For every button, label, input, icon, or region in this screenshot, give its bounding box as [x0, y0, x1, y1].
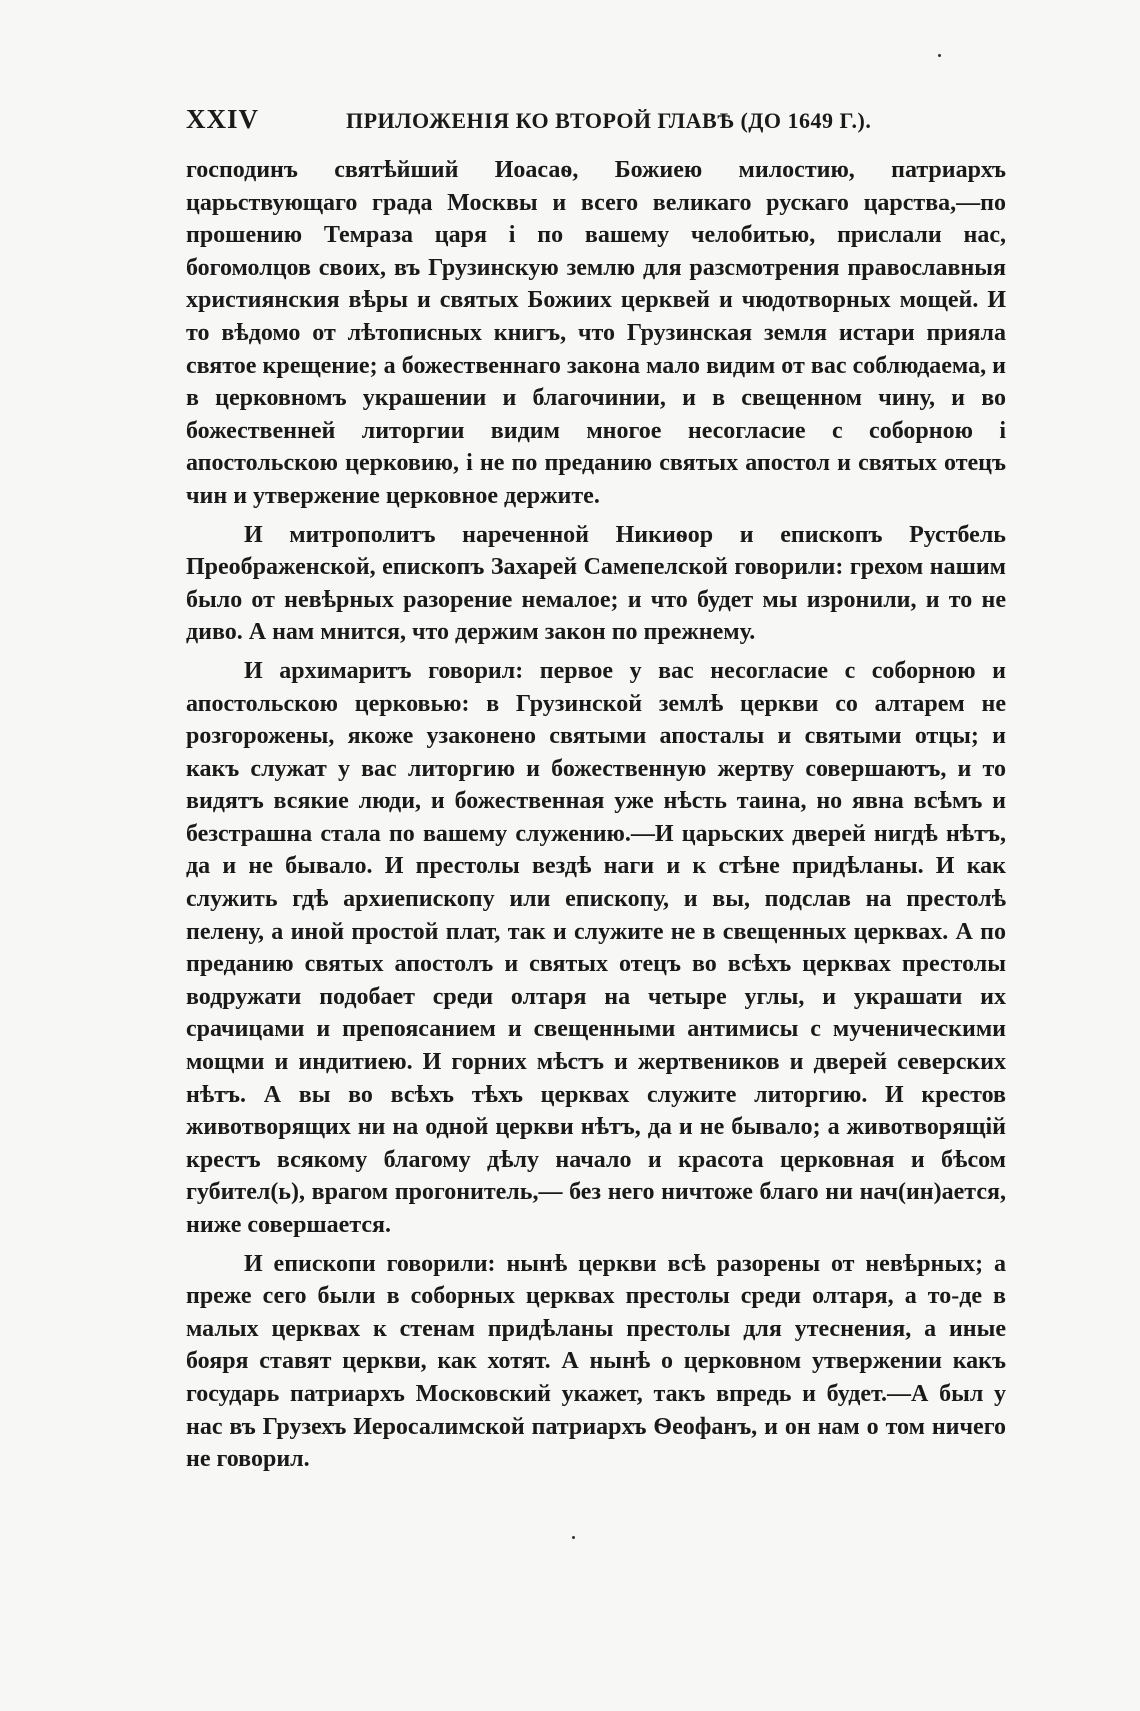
body-text: [186, 154, 1006, 1476]
paragraph-4: И епископи говорили: нынѣ церкви всѣ разорены от невѣрных; а преже сего были в соборных церквах престолы среди олтаря, а то-де в малых церквах к стенам придѣланы престолы для утеснения, а иные бояря ставят церкви, как хотят. А нынѣ о церковном утвержении какъ государь патриархъ Московский укажет, такъ впредь и будет.—А был у нас въ Грузехъ Иеросалимской патриархъ Ѳеофанъ, и он нам о том ничего не говорил.: [186, 1250, 1006, 1473]
running-title: ПРИЛОЖЕНІЯ КО ВТОРОЙ ГЛАВѢ (ДО 1649 Г.).: [346, 108, 872, 133]
paragraph-3: И архимаритъ говорил: первое у вас несогласие с соборною и апостольскою церковью: в Грузинской землѣ церкви со алтарем не розгорожены, якоже узаконено святыми апосталы и святыми отцы; и какъ служат у вас литоргию и божественную жертву совершаютъ, и то видятъ всякие люди, и божественная уже нѣсть таина, но явна всѣмъ и безстрашна стала по вашему служению.—И царьских дверей нигдѣ нѣтъ, да и не бывало. И престолы вездѣ наги и к стѣне придѣланы. И как служить гдѣ архиепископу или епископу, и вы, подслав на престолѣ пелену, а иной простой плат, так и служите не в свещенных церквах. А по преданию святых апостолъ и святых отецъ во всѣхъ церквах престолы водружати подобает среди олтаря на четыре углы, и украшати их срачицами и препоясанием и свещенными антимисы с мученическими мощми и индитиею. И горних мѣстъ и жертвеников и дверей северских нѣтъ. А вы во всѣхъ тѣхъ церквах служите литоргию. И крестов животворящих ни на одной церкви нѣтъ, да и не бывало; а животворящій крестъ всякому благому дѣлу начало и красота церковная и бѣсом губител(ь), врагом прогонитель,— без него ничтоже благо ни нач(ин)ается, ниже совершается.: [186, 657, 1006, 1238]
running-header: [186, 100, 1006, 140]
paragraph-2: И митрополитъ нареченной Никиѳор и епископъ Рустбель Преображенской, епископъ Захарей Самепелской говорили: грехом нашим было от невѣрных разорение немалое; и что будет мы изронили, и то не диво. А нам мнится, что держим закон по прежнему.: [186, 521, 1006, 646]
paragraph-1: господинъ святѣйший Иоасаѳ, Божиею милостию, патриархъ царьствующаго града Москвы и всего великаго рускаго царства,—по прошению Темраза царя і по вашему челобитью, прислали нас, богомолцов своих, въ Грузинскую землю для разсмотрения православныя християнския вѣры и святых Божиих церквей и чюдотворных мощей. И то вѣдомо от лѣтописных книгъ, что Грузинская земля истари прияла святое крещение; а божественнаго закона мало видим от вас соблюдаема, и в церковномъ украшении и благочинии, и в свещенном чину, и во божественней литоргии видим многое несогласие с соборною і апостольскою церковию, і не по преданию святых апостол и святых отецъ чин и утвержение церковное держите.: [186, 157, 1006, 509]
scan-speck: [938, 54, 941, 57]
document-page: [186, 100, 1006, 1476]
page-number: XXIV: [186, 104, 260, 134]
scan-speck: [572, 1536, 575, 1539]
